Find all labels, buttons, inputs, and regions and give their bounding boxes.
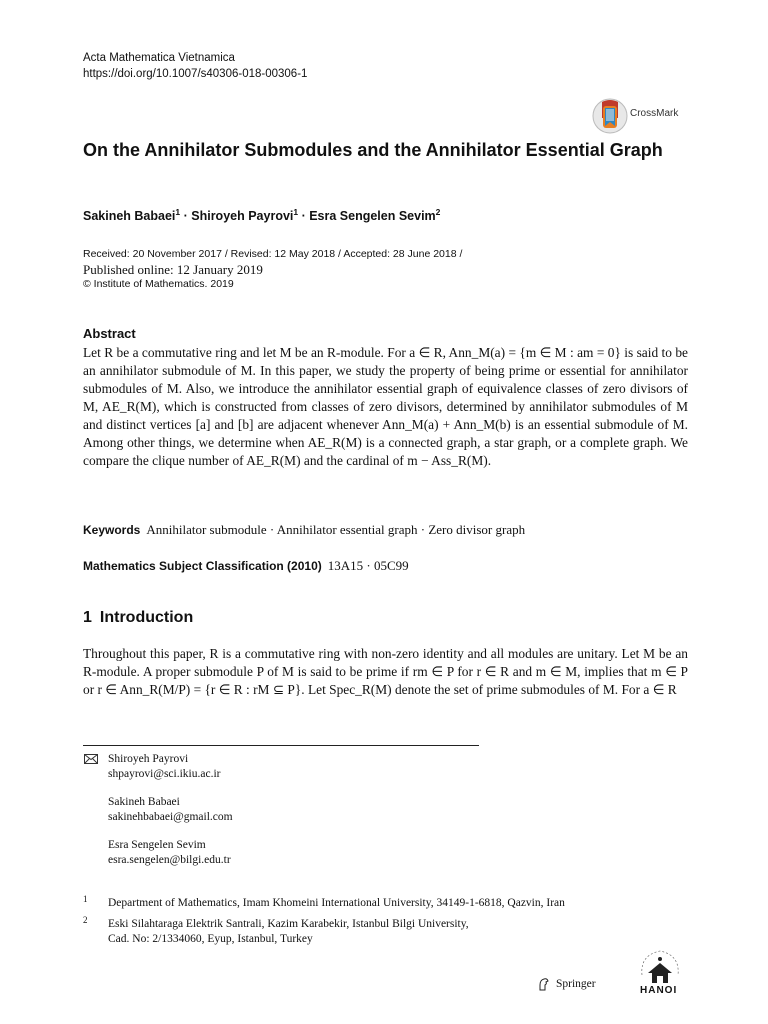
abstract-text: Let R be a commutative ring and let M be an R-module. For a ∈ R, Ann_M(a) = {m ∈ M : am = 0} is said to be an annihilator submodule of M. In this paper, we study the property of being prime or essential for annihilator submodules of M. Also, we introduce the annihilator essential graph of equivalence classes of zero divisors of M, AE_R(M), which is constructed from classes of zero divisors, determined by annihilator submodules of M and distinct vertices [a] and [b] are adjacent whenever Ann_M(a) + Ann_M(b) is an essential submodule of M. Among other things, we determine when AE_R(M) is a connected graph, a star graph, or a complete graph. We compare the clique number of AE_R(M) and the cardinal of m − Ass_R(M). [83,345,688,468]
affiliation-line: Eski Silahtaraga Elektrik Santrali, Kazim Karabekir, Istanbul Bilgi University, [108,918,469,930]
institute-logo [634,945,686,997]
affiliation [83,917,703,947]
crossmark-badge[interactable] [592,96,732,136]
author-affiliation-mark: 2 [435,207,441,217]
affiliation-number: 2 [83,915,88,925]
keywords-text: Annihilator submodule · Annihilator essential graph · Zero divisor graph [146,522,526,537]
contact-list [108,752,233,881]
section-title: Introduction [99,609,194,626]
envelope-icon [84,754,98,764]
contact-email[interactable]: shpayrovi@sci.ikiu.ac.ir [108,767,221,780]
contact-entry [108,795,233,824]
doi-link[interactable]: https://doi.org/10.1007/s40306-018-00306-1 [83,68,308,80]
affiliation-line: Department of Mathematics, Imam Khomeini International University, 34149-1-6818, Qazvin, Iran [108,897,565,909]
author-name[interactable]: Esra Sengelen Sevim [309,209,436,224]
contact-entry [108,752,233,781]
introduction-text: Throughout this paper, R is a commutative ring with non-zero identity and all modules are unitary. Let M be an R-module. A proper submodule P of M is said to be prime if rm ∈ P for r ∈ R and m ∈ M, implies that m ∈ P or r ∈ Ann_R(M/P) = {r ∈ R : rM ⊆ P}. Let Spec_R(M) denote the set of prime submodules of M. For a ∈ R [83,646,688,697]
published-online: Published online: 12 January 2019 [83,262,263,277]
section-number: 1 [83,609,92,626]
contact-entry [108,838,233,867]
affiliation-number: 1 [83,894,88,904]
affiliation-line: Cad. No: 2/1334060, Eyup, Istanbul, Turkey [108,933,313,945]
journal-header [83,50,307,82]
msc-label: Mathematics Subject Classification (2010) [83,559,322,573]
journal-name: Acta Mathematica Vietnamica [83,52,235,64]
institute-emblem-icon [634,945,686,987]
msc [83,558,409,574]
keywords-label: Keywords [83,523,141,537]
paper-title: On the Annihilator Submodules and the Annihilator Essential Graph [83,140,663,160]
contact-name: Shiroyeh Payrovi [108,753,189,765]
springer-logo [537,977,596,991]
contact-name: Sakineh Babaei [108,796,180,808]
author-name[interactable]: Sakineh Babaei [83,209,176,224]
springer-label: Springer [556,978,596,990]
institute-logo-text: HANOI [640,985,678,996]
contact-email[interactable]: esra.sengelen@bilgi.edu.tr [108,853,231,866]
author-separator: · [180,209,192,224]
affiliation [83,896,703,911]
footnote-divider [83,745,479,746]
author-separator: · [298,209,310,224]
contact-email[interactable]: sakinehbabaei@gmail.com [108,810,233,823]
msc-text: 13A15 · 05C99 [327,558,409,573]
author-list [83,207,440,223]
contact-name: Esra Sengelen Sevim [108,839,206,851]
section-heading [83,609,193,627]
author-affiliation-mark: 1 [175,207,181,217]
author-affiliation-mark: 1 [293,207,299,217]
crossmark-icon [592,96,628,136]
abstract-heading: Abstract [83,326,136,341]
copyright: © Institute of Mathematics. 2019 [83,278,234,290]
received-dates: Received: 20 November 2017 / Revised: 12 May 2018 / Accepted: 28 June 2018 / [83,248,463,260]
crossmark-label: CrossMark [630,108,679,119]
author-name[interactable]: Shiroyeh Payrovi [191,209,294,224]
keywords [83,522,525,538]
springer-horse-icon [537,977,551,991]
